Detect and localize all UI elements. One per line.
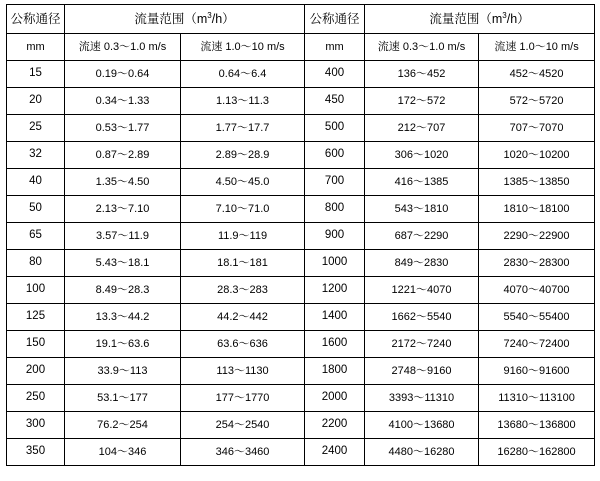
cell-high-right: 572～5720 xyxy=(479,88,595,115)
table-row xyxy=(7,412,595,439)
cell-dn-right: 900 xyxy=(305,223,365,250)
cell-dn-right: 2400 xyxy=(305,439,365,466)
cell-dn-right: 600 xyxy=(305,142,365,169)
cell-dn-right: 1600 xyxy=(305,331,365,358)
cell-dn-right: 1000 xyxy=(305,250,365,277)
header-unit-left-base: （m xyxy=(184,11,208,26)
cell-high-left: 11.9～119 xyxy=(181,223,305,250)
cell-dn-left: 150 xyxy=(7,331,65,358)
cell-dn-left: 200 xyxy=(7,358,65,385)
header-unit-right-tail: /h） xyxy=(506,11,530,26)
cell-low-left: 8.49～28.3 xyxy=(65,277,181,304)
table-row xyxy=(7,88,595,115)
table-row xyxy=(7,277,595,304)
cell-low-left: 33.9～113 xyxy=(65,358,181,385)
cell-low-right: 4100～13680 xyxy=(365,412,479,439)
cell-low-left: 5.43～18.1 xyxy=(65,250,181,277)
cell-dn-left: 80 xyxy=(7,250,65,277)
cell-low-left: 13.3～44.2 xyxy=(65,304,181,331)
header-nominal-diameter-right: 公称通径 xyxy=(305,5,365,34)
header-row-sub xyxy=(7,34,595,61)
cell-low-right: 1221～4070 xyxy=(365,277,479,304)
cell-dn-left: 300 xyxy=(7,412,65,439)
header-velocity-low-left: 流速 0.3～1.0 m/s xyxy=(65,34,181,61)
cell-high-left: 44.2～442 xyxy=(181,304,305,331)
cell-dn-right: 700 xyxy=(305,169,365,196)
cell-high-left: 1.77～17.7 xyxy=(181,115,305,142)
cell-low-right: 849～2830 xyxy=(365,250,479,277)
header-flow-range-left xyxy=(65,5,305,34)
cell-low-right: 2748～9160 xyxy=(365,358,479,385)
cell-dn-left: 50 xyxy=(7,196,65,223)
cell-high-right: 7240～72400 xyxy=(479,331,595,358)
cell-dn-left: 25 xyxy=(7,115,65,142)
header-unit-mm-left: mm xyxy=(7,34,65,61)
table-body xyxy=(7,61,595,466)
cell-low-left: 76.2～254 xyxy=(65,412,181,439)
cell-low-right: 687～2290 xyxy=(365,223,479,250)
cell-low-left: 1.35～4.50 xyxy=(65,169,181,196)
header-unit-right-sup: 3 xyxy=(502,10,507,20)
flow-range-table xyxy=(6,4,595,466)
cell-low-left: 104～346 xyxy=(65,439,181,466)
cell-high-left: 113～1130 xyxy=(181,358,305,385)
cell-dn-left: 32 xyxy=(7,142,65,169)
cell-low-left: 0.53～1.77 xyxy=(65,115,181,142)
cell-dn-right: 1400 xyxy=(305,304,365,331)
header-nominal-diameter-left: 公称通径 xyxy=(7,5,65,34)
table-row xyxy=(7,115,595,142)
cell-low-right: 212～707 xyxy=(365,115,479,142)
table-row xyxy=(7,61,595,88)
table-row xyxy=(7,385,595,412)
table-row xyxy=(7,250,595,277)
header-flow-range-right xyxy=(365,5,595,34)
cell-high-left: 0.64～6.4 xyxy=(181,61,305,88)
cell-dn-left: 100 xyxy=(7,277,65,304)
header-velocity-low-right: 流速 0.3～1.0 m/s xyxy=(365,34,479,61)
header-velocity-high-left: 流速 1.0～10 m/s xyxy=(181,34,305,61)
cell-dn-left: 15 xyxy=(7,61,65,88)
cell-low-right: 543～1810 xyxy=(365,196,479,223)
table-row xyxy=(7,304,595,331)
cell-low-right: 416～1385 xyxy=(365,169,479,196)
table-row xyxy=(7,439,595,466)
cell-high-right: 1385～13850 xyxy=(479,169,595,196)
cell-low-left: 0.34～1.33 xyxy=(65,88,181,115)
cell-dn-right: 1200 xyxy=(305,277,365,304)
header-flow-range-left-text: 流量范围 xyxy=(134,11,185,26)
cell-dn-left: 20 xyxy=(7,88,65,115)
cell-low-left: 0.19～0.64 xyxy=(65,61,181,88)
cell-high-right: 1810～18100 xyxy=(479,196,595,223)
cell-low-right: 172～572 xyxy=(365,88,479,115)
header-unit-left-sup: 3 xyxy=(207,10,212,20)
table-row xyxy=(7,331,595,358)
cell-high-right: 4070～40700 xyxy=(479,277,595,304)
header-unit-right-base: （m xyxy=(479,11,503,26)
cell-dn-right: 1800 xyxy=(305,358,365,385)
cell-low-left: 0.87～2.89 xyxy=(65,142,181,169)
table-row xyxy=(7,196,595,223)
cell-dn-right: 450 xyxy=(305,88,365,115)
table-row xyxy=(7,142,595,169)
cell-low-right: 2172～7240 xyxy=(365,331,479,358)
cell-high-left: 2.89～28.9 xyxy=(181,142,305,169)
cell-high-left: 1.13～11.3 xyxy=(181,88,305,115)
cell-dn-right: 500 xyxy=(305,115,365,142)
cell-dn-left: 65 xyxy=(7,223,65,250)
cell-high-left: 63.6～636 xyxy=(181,331,305,358)
cell-high-left: 4.50～45.0 xyxy=(181,169,305,196)
cell-dn-left: 40 xyxy=(7,169,65,196)
header-unit-left-tail: /h） xyxy=(211,11,235,26)
cell-dn-right: 2000 xyxy=(305,385,365,412)
cell-dn-right: 400 xyxy=(305,61,365,88)
header-flow-range-right-text: 流量范围 xyxy=(429,11,480,26)
cell-high-right: 9160～91600 xyxy=(479,358,595,385)
cell-dn-left: 350 xyxy=(7,439,65,466)
cell-high-left: 177～1770 xyxy=(181,385,305,412)
cell-dn-right: 800 xyxy=(305,196,365,223)
header-row-main xyxy=(7,5,595,34)
table-row xyxy=(7,223,595,250)
cell-high-right: 16280～162800 xyxy=(479,439,595,466)
cell-dn-left: 125 xyxy=(7,304,65,331)
cell-low-left: 19.1～63.6 xyxy=(65,331,181,358)
cell-high-left: 7.10～71.0 xyxy=(181,196,305,223)
cell-high-right: 2290～22900 xyxy=(479,223,595,250)
cell-high-left: 254～2540 xyxy=(181,412,305,439)
table-row xyxy=(7,358,595,385)
table-header xyxy=(7,5,595,61)
table-row xyxy=(7,169,595,196)
cell-high-right: 1020～10200 xyxy=(479,142,595,169)
cell-low-left: 53.1～177 xyxy=(65,385,181,412)
cell-low-right: 3393～11310 xyxy=(365,385,479,412)
cell-low-left: 3.57～11.9 xyxy=(65,223,181,250)
cell-dn-right: 2200 xyxy=(305,412,365,439)
cell-high-right: 11310～113100 xyxy=(479,385,595,412)
cell-high-right: 452～4520 xyxy=(479,61,595,88)
cell-low-right: 136～452 xyxy=(365,61,479,88)
cell-high-left: 18.1～181 xyxy=(181,250,305,277)
cell-low-left: 2.13～7.10 xyxy=(65,196,181,223)
cell-low-right: 1662～5540 xyxy=(365,304,479,331)
header-unit-mm-right: mm xyxy=(305,34,365,61)
cell-high-left: 28.3～283 xyxy=(181,277,305,304)
cell-high-right: 5540～55400 xyxy=(479,304,595,331)
header-velocity-high-right: 流速 1.0～10 m/s xyxy=(479,34,595,61)
cell-high-right: 13680～136800 xyxy=(479,412,595,439)
cell-low-right: 4480～16280 xyxy=(365,439,479,466)
cell-high-right: 707～7070 xyxy=(479,115,595,142)
cell-high-right: 2830～28300 xyxy=(479,250,595,277)
cell-high-left: 346～3460 xyxy=(181,439,305,466)
cell-dn-left: 250 xyxy=(7,385,65,412)
cell-low-right: 306～1020 xyxy=(365,142,479,169)
